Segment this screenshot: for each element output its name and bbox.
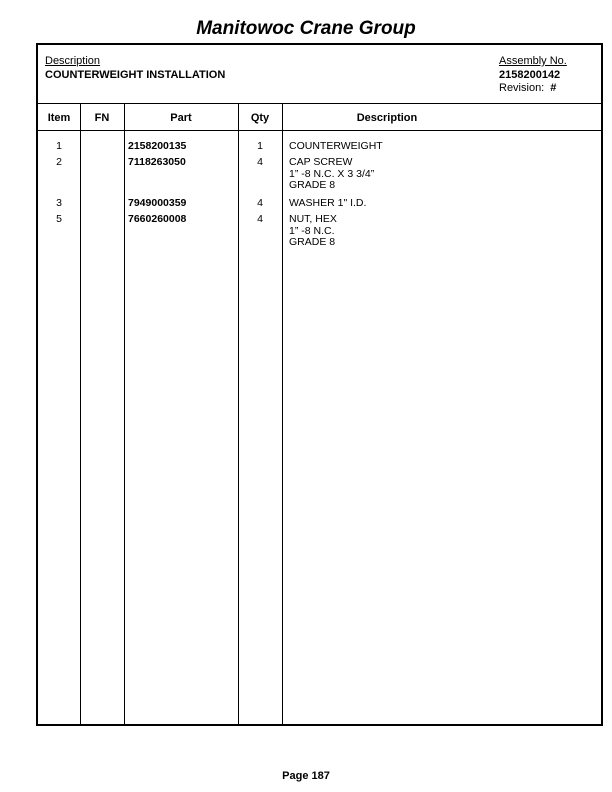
row-quantity: 4 <box>257 213 263 225</box>
revision-line <box>499 82 556 94</box>
row-item-number: 3 <box>56 197 62 209</box>
assembly-header <box>38 45 601 104</box>
assembly-number-label: Assembly No. <box>499 55 567 67</box>
column-divider <box>238 104 239 724</box>
row-part-number: 7949000359 <box>128 197 187 209</box>
revision-label: Revision: <box>499 82 545 94</box>
row-part-number: 2158200135 <box>128 140 187 152</box>
column-header-item: Item <box>47 112 71 124</box>
row-part-number: 7118263050 <box>128 156 186 168</box>
row-item-number: 5 <box>56 213 62 225</box>
page-title: Manitowoc Crane Group <box>196 18 416 39</box>
column-divider <box>80 104 81 724</box>
column-header-row <box>38 104 601 131</box>
page-number: Page 187 <box>282 770 330 782</box>
row-part-number: 7660260008 <box>128 213 187 225</box>
column-header-part: Part <box>170 112 192 124</box>
column-divider <box>124 104 125 724</box>
column-header-qty: Qty <box>250 112 270 124</box>
row-description: CAP SCREW 1” -8 N.C. X 3 3/4” GRADE 8 <box>289 156 375 191</box>
column-header-fn: FN <box>94 112 110 124</box>
row-quantity: 1 <box>257 140 263 152</box>
column-header-description: Description <box>356 112 418 124</box>
assembly-number: 2158200142 <box>499 69 561 81</box>
column-divider <box>282 104 283 724</box>
row-description: COUNTERWEIGHT <box>289 140 383 152</box>
row-description: WASHER 1" I.D. <box>289 197 367 209</box>
row-item-number: 1 <box>56 140 62 152</box>
row-quantity: 4 <box>257 156 263 168</box>
parts-list-frame <box>36 43 603 726</box>
revision-value: # <box>550 82 557 94</box>
row-quantity: 4 <box>257 197 263 209</box>
row-item-number: 2 <box>56 156 62 168</box>
row-description: NUT, HEX 1” -8 N.C. GRADE 8 <box>289 213 337 248</box>
assembly-description: COUNTERWEIGHT INSTALLATION <box>45 69 226 81</box>
description-label: Description <box>45 55 101 67</box>
